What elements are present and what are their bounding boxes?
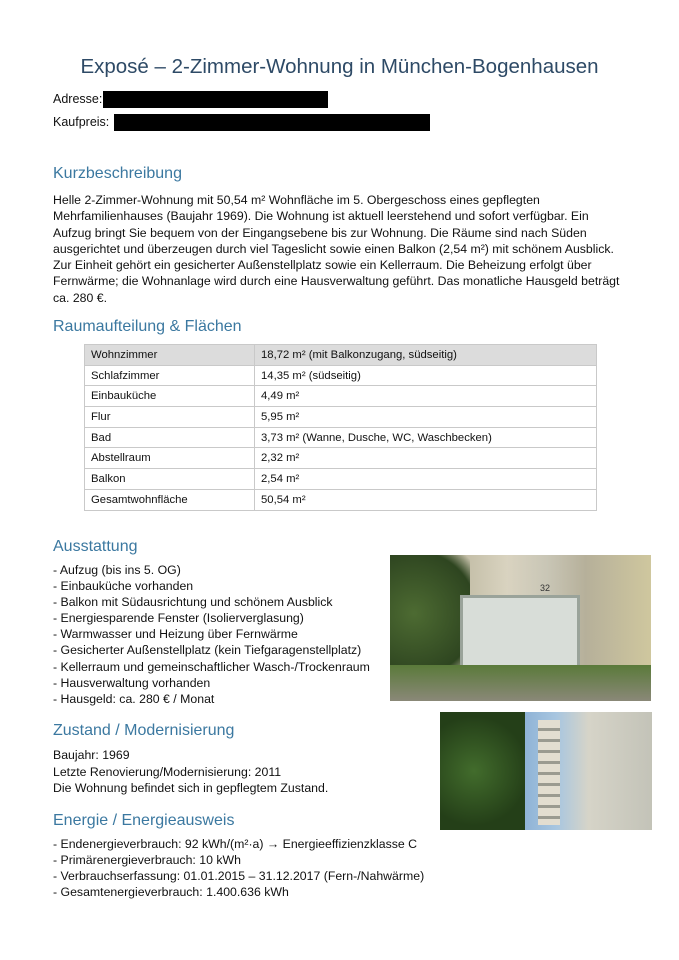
table-row [85, 448, 597, 469]
address-label: Adresse: [53, 92, 103, 106]
table-row [85, 427, 597, 448]
list-item: - Gesicherter Außenstellplatz (kein Tiefgaragenstellplatz) [53, 643, 362, 658]
table-row [85, 469, 597, 490]
room-name: Gesamtwohnfläche [85, 489, 255, 510]
page-title: Exposé – 2-Zimmer-Wohnung in München-Bogenhausen [80, 55, 599, 78]
table-row [85, 407, 597, 428]
table-row [85, 489, 597, 510]
energie-heading: Energie / Energieausweis [53, 812, 235, 829]
room-area: 2,54 m² [255, 469, 597, 490]
room-area: 14,35 m² (südseitig) [255, 365, 597, 386]
room-area: 50,54 m² [255, 489, 597, 510]
house-number: 32 [540, 583, 551, 593]
room-name: Abstellraum [85, 448, 255, 469]
kurzbeschreibung-heading: Kurzbeschreibung [53, 165, 182, 182]
building-entrance-photo [390, 555, 651, 701]
price-redaction [114, 114, 430, 131]
room-area: 18,72 m² (mit Balkonzugang, südseitig) [255, 345, 597, 366]
list-item: - Warmwasser und Heizung über Fernwärme [53, 627, 298, 642]
room-name: Wohnzimmer [85, 345, 255, 366]
list-item: - Endenergieverbrauch: 92 kWh/(m²·a) → Energieeffizienzklasse C [53, 837, 418, 851]
list-item: - Einbauküche vorhanden [53, 579, 194, 594]
list-item: - Balkon mit Südausrichtung und schönem Ausblick [53, 595, 333, 610]
room-area: 3,73 m² (Wanne, Dusche, WC, Waschbecken) [255, 427, 597, 448]
list-item: - Gesamtenergieverbrauch: 1.400.636 kWh [53, 885, 289, 900]
room-name: Schlafzimmer [85, 365, 255, 386]
list-item: - Kellerraum und gemeinschaftlicher Wasch-/Trockenraum [53, 659, 370, 674]
table-row [85, 386, 597, 407]
zustand-heading: Zustand / Modernisierung [53, 722, 235, 739]
room-area: 4,49 m² [255, 386, 597, 407]
list-item: Die Wohnung befindet sich in gepflegtem Zustand. [53, 781, 329, 795]
kurzbeschreibung-text: Helle 2-Zimmer-Wohnung mit 50,54 m² Wohnfläche im 5. Obergeschoss eines gepflegten Mehrfamilienhauses (Baujahr 1969). Die Wohnung ist aktuell leerstehend und sofort verfügbar. Ein Aufzug bringt Sie bequem von der Eingangsebene bis zur Wohnung. Die Räume sind nach Süden ausgerichtet und überzeugen durch viel Tageslicht sowie einen Balkon (2,54 m²) mit schönem Ausblick. Zur Einheit gehört ein gesicherter Außenstellplatz sowie ein Kellerraum. Die Beheizung erfolgt über Fernwärme; die Wohnanlage wird durch eine Hausverwaltung geführt. Das monatliche Hausgeld beträgt ca. 280 €. [53, 193, 620, 305]
zustand-list [53, 747, 328, 797]
list-item: - Energiesparende Fenster (Isolierverglasung) [53, 611, 304, 626]
table-row [85, 365, 597, 386]
list-item: - Hausgeld: ca. 280 € / Monat [53, 691, 215, 706]
ausstattung-heading: Ausstattung [53, 538, 138, 555]
room-name: Balkon [85, 469, 255, 490]
room-name: Einbauküche [85, 386, 255, 407]
table-row [85, 345, 597, 366]
list-item: Letzte Renovierung/Modernisierung: 2011 [53, 764, 282, 779]
building-exterior-photo [440, 712, 652, 830]
room-area: 5,95 m² [255, 407, 597, 428]
price-label: Kaufpreis: [53, 115, 110, 129]
raumaufteilung-heading: Raumaufteilung & Flächen [53, 318, 242, 335]
room-area: 2,32 m² [255, 448, 597, 469]
room-table [84, 344, 597, 511]
list-item: - Primärenergieverbrauch: 10 kWh [53, 853, 241, 868]
list-item: Baujahr: 1969 [53, 748, 130, 762]
energie-list [53, 836, 424, 900]
list-item: - Verbrauchserfassung: 01.01.2015 – 31.12.2017 (Fern-/Nahwärme) [53, 869, 425, 884]
ausstattung-list [53, 562, 370, 707]
room-name: Bad [85, 427, 255, 448]
list-item: - Hausverwaltung vorhanden [53, 675, 211, 690]
room-name: Flur [85, 407, 255, 428]
list-item: - Aufzug (bis ins 5. OG) [53, 563, 181, 577]
address-redaction [103, 91, 328, 108]
